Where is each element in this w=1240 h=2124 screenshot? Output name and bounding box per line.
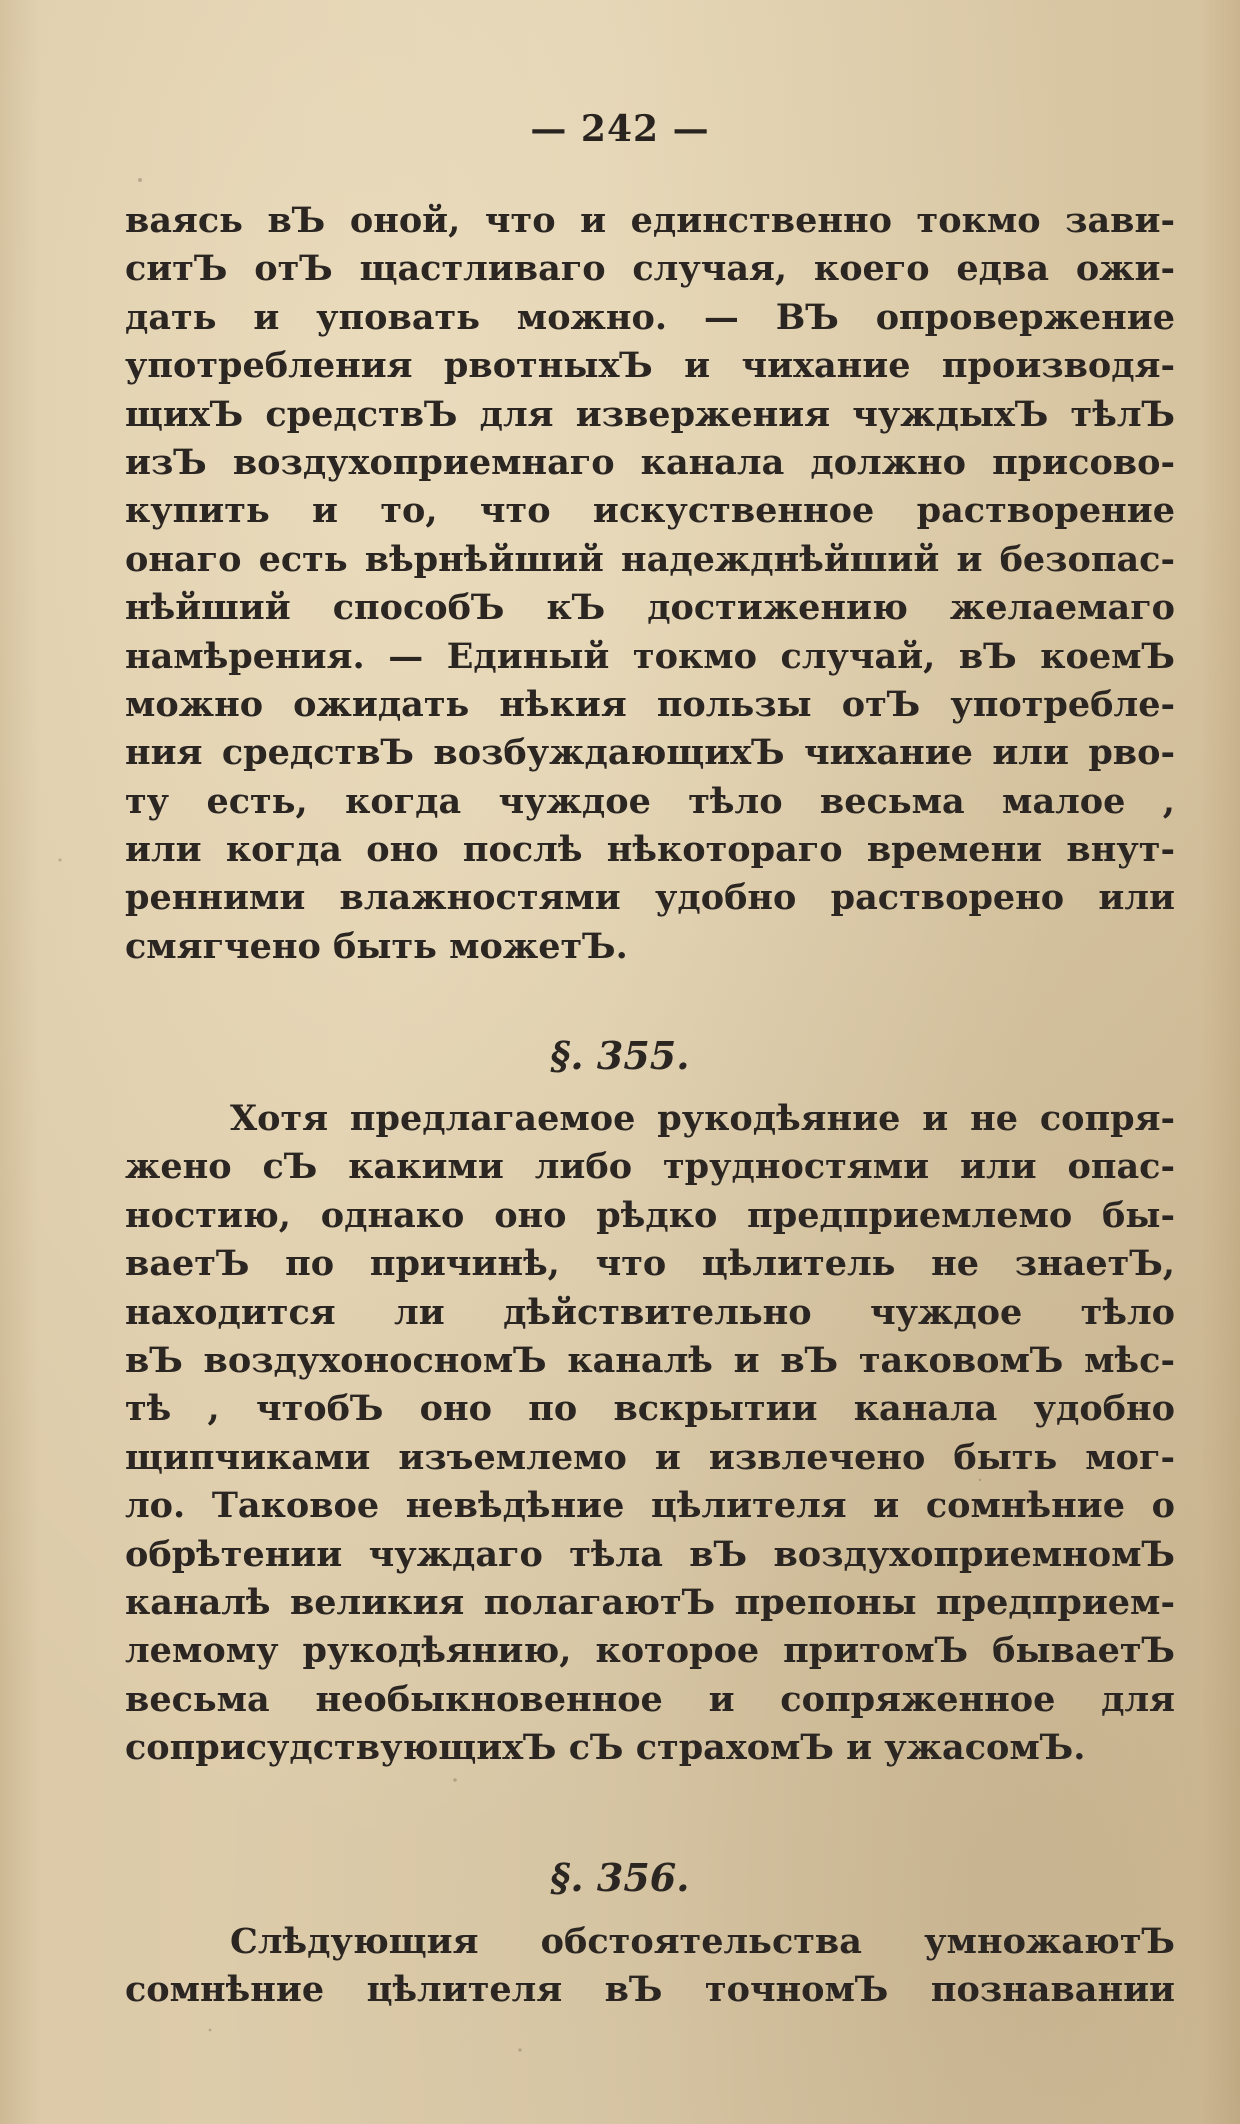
text-line: ло. Таковое невѣдѣние цѣлителя и сомнѣние о bbox=[125, 1485, 1175, 1527]
text-line: Хотя предлагаемое рукодѣяние и не сопря- bbox=[230, 1098, 1175, 1139]
section-heading-356: §. 356. bbox=[550, 1855, 690, 1900]
paragraph-355 bbox=[125, 1095, 1175, 1772]
section-heading-355: §. 355. bbox=[550, 1033, 690, 1078]
text-line: ренними влажностями удобно растворено или bbox=[125, 877, 1175, 919]
text-line: ния средствЪ возбуждающихЪ чихание или рво- bbox=[125, 732, 1175, 774]
text-line: ситЪ отЪ щастливаго случая, коего едва ожи- bbox=[125, 248, 1175, 290]
text-line: ностию, однако оно рѣдко предприемлемо бы- bbox=[125, 1194, 1175, 1236]
text-line: или когда оно послѣ нѣкотораго времени внут- bbox=[125, 829, 1175, 871]
text-line: Слѣдующия обстоятельства умножаютЪ bbox=[230, 1921, 1175, 1962]
text-line: нѣйший способЪ кЪ достижению желаемаго bbox=[125, 587, 1175, 629]
text-line: щипчиками изъемлемо и извлечено быть мог- bbox=[125, 1436, 1175, 1478]
text-line: жено сЪ какими либо трудностями или опас- bbox=[125, 1146, 1175, 1188]
text-line: щихЪ средствЪ для извержения чуждыхЪ тѣлЪ bbox=[125, 393, 1175, 435]
text-line: онаго есть вѣрнѣйший надежднѣйший и безопас- bbox=[125, 538, 1175, 580]
text-line: купить и то, что искуственное растворение bbox=[125, 490, 1175, 532]
text-line: лемому рукодѣянию, котороe притомЪ бываетЪ bbox=[125, 1630, 1175, 1672]
text-line: намѣрения. — Единый токмо случай, вЪ коемЪ bbox=[125, 635, 1175, 677]
text-line: каналѣ великия полагаютЪ препоны предприем- bbox=[125, 1581, 1175, 1623]
text-line: тѣ , чтобЪ оно по вскрытии канала удобно bbox=[125, 1388, 1175, 1430]
text-line: вЪ воздухоносномЪ каналѣ и вЪ таковомЪ мѣс- bbox=[125, 1339, 1175, 1381]
text-line: находится ли дѣйствительно чуждое тѣло bbox=[125, 1291, 1175, 1333]
text-line: весьма необыкновенное и сопряженное для bbox=[125, 1678, 1175, 1720]
text-line: сомнѣние цѣлителя вЪ точномЪ познавании bbox=[125, 1969, 1175, 2011]
text-line: соприсудствующихЪ сЪ страхомЪ и ужасомЪ. bbox=[125, 1727, 1086, 1769]
paragraph-continued bbox=[125, 197, 1175, 971]
text-line: ваетЪ по причинѣ, что цѣлитель не знаетЪ, bbox=[125, 1243, 1175, 1285]
text-line: дать и уповать можно. — ВЪ опровержение bbox=[125, 296, 1175, 338]
text-line: смягчено быть можетЪ. bbox=[125, 925, 628, 967]
text-line: можно ожидать нѣкия пользы отЪ употребле- bbox=[125, 683, 1175, 725]
text-line: ту есть, когда чуждое тѣло весьма малое , bbox=[125, 780, 1175, 822]
paragraph-356 bbox=[125, 1918, 1175, 2015]
text-line: изЪ воздухоприемнаго канала должно присово- bbox=[125, 441, 1175, 483]
text-line: употребления рвотныхЪ и чихание производя- bbox=[125, 345, 1175, 387]
text-line: ваясь вЪ оной, что и единственно токмо зави- bbox=[125, 200, 1175, 241]
page-number: — 242 — bbox=[530, 108, 710, 150]
text-line: обрѣтении чуждаго тѣла вЪ воздухоприемномЪ bbox=[125, 1533, 1175, 1575]
